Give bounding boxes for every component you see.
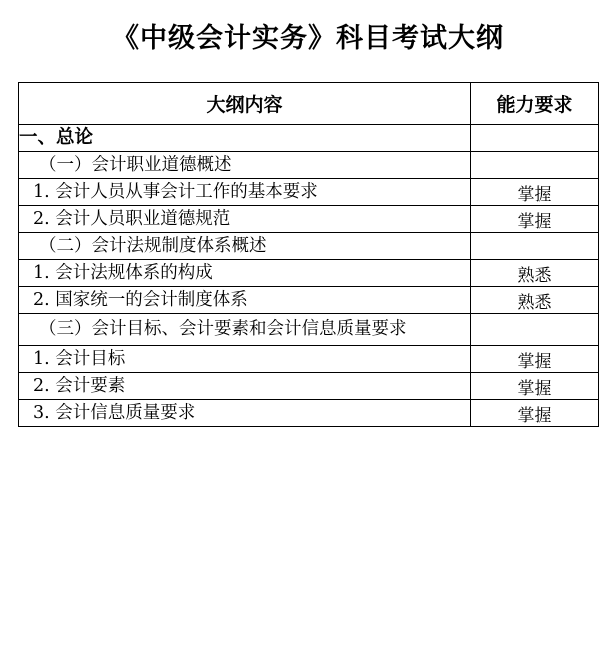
table-row: [19, 260, 599, 287]
table-row: [19, 152, 599, 179]
outline-content-cell: 一、总论: [19, 125, 471, 152]
table-row: [19, 233, 599, 260]
table-row: [19, 287, 599, 314]
outline-content-cell: 1. 会计法规体系的构成: [19, 260, 471, 287]
table-row: [19, 314, 599, 346]
outline-content-cell: 3. 会计信息质量要求: [19, 400, 471, 427]
table-body: [19, 125, 599, 427]
table-header: [19, 83, 599, 125]
ability-requirement-cell: 熟悉: [471, 260, 599, 287]
page-title: 《中级会计实务》科目考试大纲: [112, 23, 504, 54]
ability-requirement-cell: [471, 233, 599, 260]
outline-table-container: [0, 65, 616, 427]
outline-content-cell: 2. 会计人员职业道德规范: [19, 206, 471, 233]
column-header-ability: 能力要求: [471, 83, 599, 125]
table-row: [19, 400, 599, 427]
ability-requirement-cell: 掌握: [471, 400, 599, 427]
outline-content-cell: 1. 会计目标: [19, 346, 471, 373]
table-row: [19, 346, 599, 373]
table-row: [19, 206, 599, 233]
ability-requirement-cell: 掌握: [471, 206, 599, 233]
outline-content-cell: （一）会计职业道德概述: [19, 152, 471, 179]
table-row: [19, 179, 599, 206]
ability-requirement-cell: [471, 125, 599, 152]
exam-outline-table: [18, 82, 599, 427]
ability-requirement-cell: 掌握: [471, 373, 599, 400]
outline-content-cell: 2. 国家统一的会计制度体系: [19, 287, 471, 314]
ability-requirement-cell: 掌握: [471, 346, 599, 373]
ability-requirement-cell: 熟悉: [471, 287, 599, 314]
ability-requirement-cell: [471, 152, 599, 179]
ability-requirement-cell: 掌握: [471, 179, 599, 206]
table-row: [19, 373, 599, 400]
outline-content-cell: （三）会计目标、会计要素和会计信息质量要求: [19, 314, 471, 346]
outline-content-cell: 2. 会计要素: [19, 373, 471, 400]
table-row: [19, 125, 599, 152]
table-header-row: [19, 83, 599, 125]
ability-requirement-cell: [471, 314, 599, 346]
column-header-content: 大纲内容: [19, 83, 471, 125]
outline-content-cell: （二）会计法规制度体系概述: [19, 233, 471, 260]
outline-content-cell: 1. 会计人员从事会计工作的基本要求: [19, 179, 471, 206]
